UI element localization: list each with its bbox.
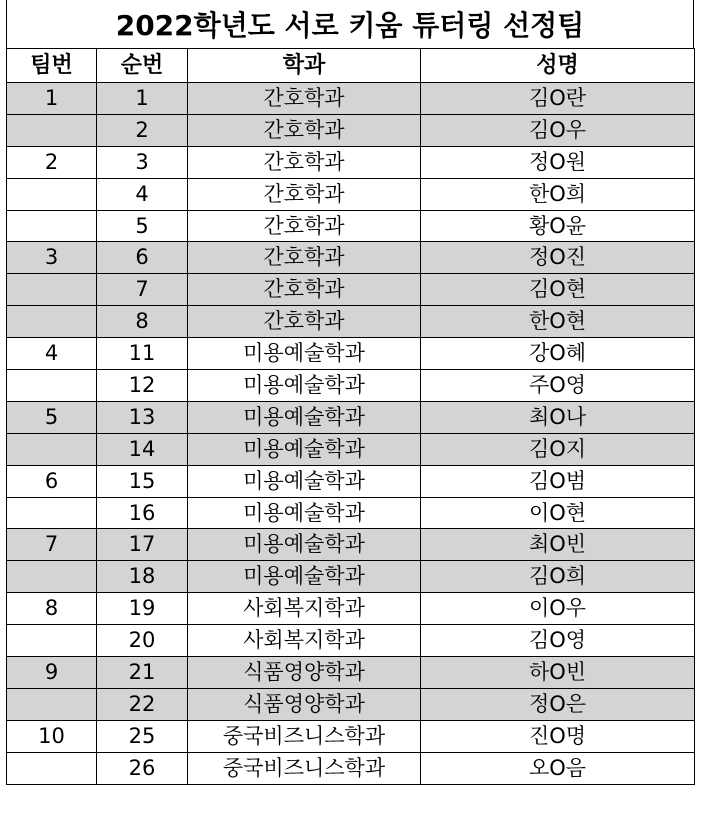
table-row — [7, 720, 695, 752]
header-row — [7, 49, 695, 83]
number-cell: 20 — [97, 625, 188, 657]
department-cell: 간호학과 — [188, 306, 421, 338]
team-cell — [7, 497, 97, 529]
team-cell: 3 — [7, 242, 97, 274]
name-cell: 강O혜 — [421, 338, 695, 370]
number-cell: 11 — [97, 338, 188, 370]
number-cell: 3 — [97, 146, 188, 178]
team-cell: 2 — [7, 146, 97, 178]
department-cell: 미용예술학과 — [188, 465, 421, 497]
number-cell: 21 — [97, 657, 188, 689]
table-row — [7, 497, 695, 529]
team-cell — [7, 370, 97, 402]
page-title: 2022학년도 서로 키움 튜터링 선정팀 — [6, 0, 694, 48]
number-cell: 6 — [97, 242, 188, 274]
department-cell: 미용예술학과 — [188, 561, 421, 593]
table-row — [7, 210, 695, 242]
name-cell: 이O우 — [421, 593, 695, 625]
department-cell: 식품영양학과 — [188, 688, 421, 720]
name-cell: 김O우 — [421, 114, 695, 146]
table-row — [7, 114, 695, 146]
department-cell: 미용예술학과 — [188, 529, 421, 561]
team-cell: 4 — [7, 338, 97, 370]
table-row — [7, 593, 695, 625]
department-cell: 미용예술학과 — [188, 401, 421, 433]
table-row — [7, 338, 695, 370]
number-cell: 17 — [97, 529, 188, 561]
number-cell: 26 — [97, 752, 188, 784]
department-cell: 중국비즈니스학과 — [188, 752, 421, 784]
team-cell: 1 — [7, 83, 97, 115]
team-cell: 10 — [7, 720, 97, 752]
team-cell — [7, 561, 97, 593]
name-cell: 황O윤 — [421, 210, 695, 242]
table-row — [7, 83, 695, 115]
department-cell: 간호학과 — [188, 210, 421, 242]
name-cell: 김O지 — [421, 433, 695, 465]
table-row — [7, 274, 695, 306]
team-cell: 8 — [7, 593, 97, 625]
table-row — [7, 688, 695, 720]
team-cell — [7, 306, 97, 338]
number-cell: 18 — [97, 561, 188, 593]
team-cell: 5 — [7, 401, 97, 433]
team-cell — [7, 178, 97, 210]
department-cell: 식품영양학과 — [188, 657, 421, 689]
team-cell: 6 — [7, 465, 97, 497]
department-cell: 간호학과 — [188, 114, 421, 146]
number-cell: 16 — [97, 497, 188, 529]
number-cell: 2 — [97, 114, 188, 146]
department-cell: 미용예술학과 — [188, 338, 421, 370]
department-cell: 미용예술학과 — [188, 497, 421, 529]
name-cell: 최O나 — [421, 401, 695, 433]
team-cell — [7, 752, 97, 784]
name-cell: 정O원 — [421, 146, 695, 178]
table-row — [7, 752, 695, 784]
name-cell: 하O빈 — [421, 657, 695, 689]
name-cell: 한O현 — [421, 306, 695, 338]
name-cell: 진O명 — [421, 720, 695, 752]
table-row — [7, 178, 695, 210]
name-cell: 최O빈 — [421, 529, 695, 561]
team-cell: 7 — [7, 529, 97, 561]
number-cell: 4 — [97, 178, 188, 210]
name-cell: 정O은 — [421, 688, 695, 720]
table-row — [7, 242, 695, 274]
team-cell — [7, 688, 97, 720]
table-row — [7, 561, 695, 593]
number-cell: 25 — [97, 720, 188, 752]
table-row — [7, 657, 695, 689]
department-cell: 사회복지학과 — [188, 625, 421, 657]
team-cell — [7, 625, 97, 657]
department-cell: 간호학과 — [188, 83, 421, 115]
name-cell: 김O범 — [421, 465, 695, 497]
name-cell: 김O희 — [421, 561, 695, 593]
team-cell — [7, 114, 97, 146]
name-cell: 오O음 — [421, 752, 695, 784]
department-cell: 미용예술학과 — [188, 433, 421, 465]
name-cell: 김O현 — [421, 274, 695, 306]
number-cell: 12 — [97, 370, 188, 402]
table-row — [7, 146, 695, 178]
number-cell: 7 — [97, 274, 188, 306]
name-cell: 정O진 — [421, 242, 695, 274]
name-cell: 김O영 — [421, 625, 695, 657]
name-cell: 주O영 — [421, 370, 695, 402]
number-cell: 19 — [97, 593, 188, 625]
department-cell: 사회복지학과 — [188, 593, 421, 625]
table-row — [7, 529, 695, 561]
team-cell — [7, 210, 97, 242]
number-cell: 1 — [97, 83, 188, 115]
number-cell: 14 — [97, 433, 188, 465]
table-row — [7, 465, 695, 497]
department-cell: 간호학과 — [188, 274, 421, 306]
number-cell: 5 — [97, 210, 188, 242]
table-row — [7, 433, 695, 465]
team-table — [6, 48, 695, 785]
department-cell: 간호학과 — [188, 146, 421, 178]
number-cell: 8 — [97, 306, 188, 338]
team-cell: 9 — [7, 657, 97, 689]
number-cell: 22 — [97, 688, 188, 720]
header-number: 순번 — [97, 49, 188, 83]
team-cell — [7, 274, 97, 306]
header-name: 성명 — [421, 49, 695, 83]
number-cell: 15 — [97, 465, 188, 497]
table-row — [7, 306, 695, 338]
number-cell: 13 — [97, 401, 188, 433]
team-cell — [7, 433, 97, 465]
department-cell: 미용예술학과 — [188, 370, 421, 402]
name-cell: 이O현 — [421, 497, 695, 529]
header-department: 학과 — [188, 49, 421, 83]
name-cell: 김O란 — [421, 83, 695, 115]
name-cell: 한O희 — [421, 178, 695, 210]
department-cell: 중국비즈니스학과 — [188, 720, 421, 752]
table-row — [7, 401, 695, 433]
header-team: 팀번 — [7, 49, 97, 83]
department-cell: 간호학과 — [188, 242, 421, 274]
table-row — [7, 370, 695, 402]
table-row — [7, 625, 695, 657]
department-cell: 간호학과 — [188, 178, 421, 210]
